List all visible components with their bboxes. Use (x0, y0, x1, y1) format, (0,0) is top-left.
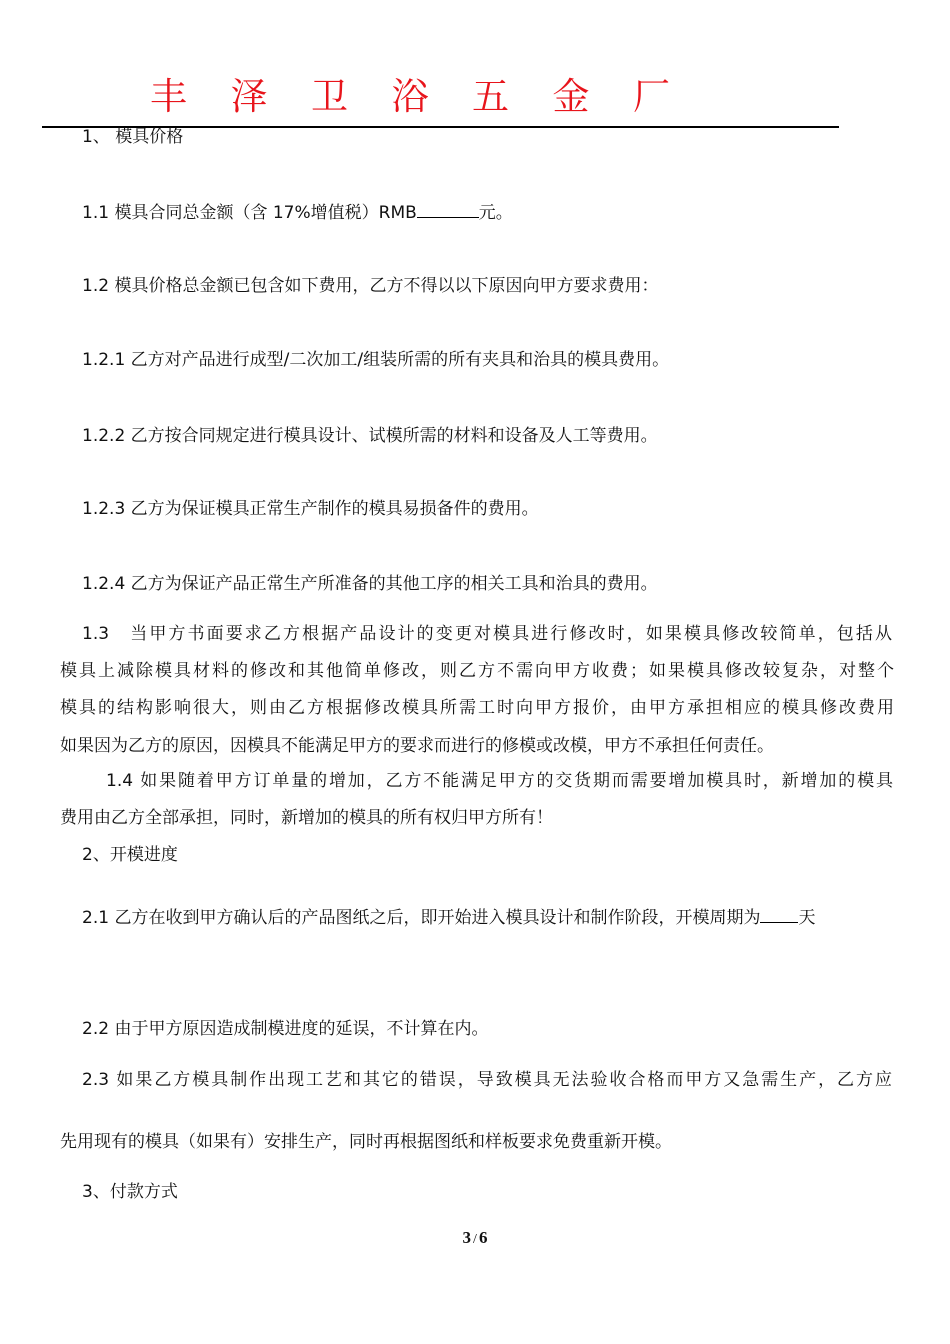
company-name-char: 五 (472, 75, 509, 118)
company-name-char: 金 (552, 75, 590, 118)
period-blank[interactable] (760, 905, 798, 923)
page-number (0, 1228, 950, 1248)
clause-1-1 (82, 198, 513, 223)
page-total: 6 (478, 1228, 488, 1247)
clause-1-3-line: 如果因为乙方的原因，因模具不能满足甲方的要求而进行的修模或改模，甲方不承担任何责任。 (60, 736, 774, 756)
clause-1-2-3: 1.2.3 乙方为保证模具正常生产制作的模具易损备件的费用。 (82, 499, 539, 519)
company-name-char: 丰 (150, 75, 187, 118)
clause-1-1-suffix: 元。 (478, 203, 513, 223)
clause-2-3-line: 2.3 如果乙方模具制作出现工艺和其它的错误，导致模具无法验收合格而甲方又急需生产，乙方应 (82, 1070, 892, 1090)
section-1-title: 1、 模具价格 (82, 127, 184, 147)
section-2-title: 2、开模进度 (82, 845, 178, 865)
clause-2-1-suffix: 天 (798, 908, 816, 928)
clause-1-4-line: 费用由乙方全部承担，同时，新增加的模具的所有权归甲方所有！ (60, 808, 553, 828)
clause-1-3-line: 1.3 当甲方书面要求乙方根据产品设计的变更对模具进行修改时，如果模具修改较简单，包括从 (82, 624, 892, 644)
clause-1-1-text: 1.1 模具合同总金额（含 17%增值税）RMB (82, 203, 417, 223)
clause-1-3-line: 模具上减除模具材料的修改和其他简单修改，则乙方不需向甲方收费；如果模具修改较复杂，对整个 (60, 661, 894, 681)
clause-2-1 (82, 903, 815, 928)
clause-2-3-line: 先用现有的模具（如果有）安排生产，同时再根据图纸和样板要求免费重新开模。 (60, 1132, 672, 1152)
clause-1-4-line: 1.4 如果随着甲方订单量的增加，乙方不能满足甲方的交货期而需要增加模具时，新增加的模具 (106, 771, 893, 791)
clause-1-2-4: 1.2.4 乙方为保证产品正常生产所准备的其他工序的相关工具和治具的费用。 (82, 574, 658, 594)
clause-2-2: 2.2 由于甲方原因造成制模进度的延误，不计算在内。 (82, 1019, 489, 1039)
section-3-title: 3、付款方式 (82, 1182, 178, 1202)
page-separator: / (473, 1232, 477, 1247)
clause-1-2-2: 1.2.2 乙方按合同规定进行模具设计、试模所需的材料和设备及人工等费用。 (82, 426, 658, 446)
clause-2-1-text: 2.1 乙方在收到甲方确认后的产品图纸之后，即开始进入模具设计和制作阶段，开模周期为 (82, 908, 761, 928)
company-name-char: 泽 (230, 75, 268, 118)
company-name-char: 浴 (391, 75, 429, 118)
page-current: 3 (462, 1228, 472, 1247)
company-name-char: 厂 (633, 75, 670, 118)
company-name-header (150, 66, 670, 120)
clause-1-2-1: 1.2.1 乙方对产品进行成型/二次加工/组装所需的所有夹具和治具的模具费用。 (82, 350, 670, 370)
company-name-char: 卫 (311, 75, 348, 118)
amount-blank[interactable] (417, 200, 479, 218)
clause-1-3-line: 模具的结构影响很大，则由乙方根据修改模具所需工时向甲方报价，由甲方承担相应的模具修改费用 (60, 698, 894, 718)
clause-1-2: 1.2 模具价格总金额已包含如下费用，乙方不得以以下原因向甲方要求费用： (82, 276, 659, 296)
